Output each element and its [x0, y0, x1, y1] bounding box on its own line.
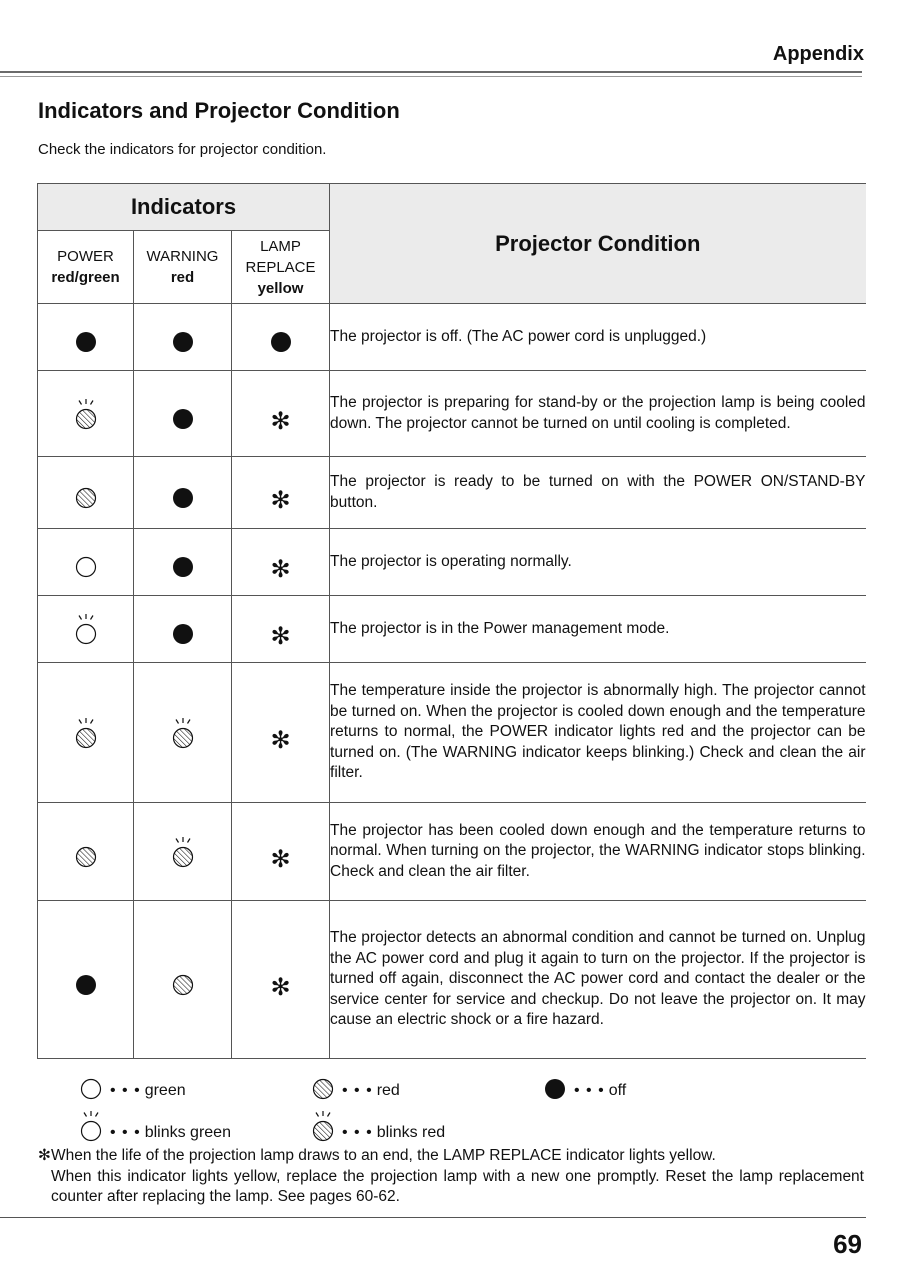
legend: [0, 1078, 902, 1142]
warning-indicator-cell: [134, 803, 232, 901]
footnote-line-1: ✻When the life of the projection lamp draws to an end, the LAMP REPLACE indicator lights yellow.: [38, 1147, 716, 1164]
lamp-replace-footnote: [38, 1146, 864, 1208]
footer-rule: [0, 1217, 866, 1218]
power-indicator-cell: [38, 663, 134, 803]
table-row: [38, 304, 866, 371]
legend-dots: • • •: [110, 1124, 141, 1141]
blinks-red-indicator-icon: [75, 717, 97, 749]
green-indicator-icon: [80, 1078, 102, 1100]
red-indicator-icon: [312, 1078, 334, 1100]
power-indicator-cell: [38, 457, 134, 529]
condition-text: The projector is off. (The AC power cord is unplugged.): [330, 304, 866, 371]
condition-text: The projector is operating normally.: [330, 529, 866, 596]
warning-indicator-cell: [134, 304, 232, 371]
lamp-replace-symbol: ✻: [270, 973, 291, 1001]
legend-item-red: [312, 1078, 400, 1100]
condition-text: The projector has been cooled down enough and the temperature returns to normal. When turning on the projector, the WARNING indicator stops blinking. Check and clean the air filter.: [330, 803, 866, 901]
blinks-red-indicator-icon: [75, 398, 97, 430]
power-indicator-cell: [38, 901, 134, 1059]
red-indicator-icon: [75, 487, 97, 509]
condition-header: Projector Condition: [330, 184, 866, 304]
table-row: [38, 371, 866, 457]
condition-text: The projector is ready to be turned on with the POWER ON/STAND-BY button.: [330, 457, 866, 529]
lamp-replace-symbol: ✻: [270, 407, 291, 435]
red-indicator-icon: [75, 846, 97, 868]
legend-label: off: [608, 1082, 627, 1099]
legend-item-green: [80, 1078, 186, 1100]
off-indicator-icon: [75, 974, 97, 996]
footnote-line-2: When this indicator lights yellow, replace the projection lamp with a new one promptly. Reset the lamp replacement counter after replacing the lamp. See pages 60-62.: [51, 1167, 864, 1205]
lamp-replace-symbol: ✻: [270, 556, 291, 583]
legend-dots: • • •: [342, 1124, 373, 1141]
lamp-indicator-cell: [232, 663, 330, 803]
column-lamp-color: yellow: [257, 279, 304, 297]
page-title: Indicators and Projector Condition: [38, 98, 400, 123]
legend-symbol: [544, 1078, 566, 1100]
warning-indicator-cell: [134, 663, 232, 803]
off-indicator-icon: [172, 556, 194, 578]
condition-text: The projector detects an abnormal condition and cannot be turned on. Unplug the AC power cord and plug it again to turn on the projector. If the projector is turned off again, disconnect the AC power cord and contact the dealer or the service center for service and checkup. Do not leave the projector on. It may cause an electric shock or a fire hazard.: [330, 901, 866, 1059]
off-indicator-icon: [270, 331, 292, 353]
condition-text: The projector is in the Power management mode.: [330, 596, 866, 663]
table-row: [38, 901, 866, 1059]
off-indicator-icon: [172, 331, 194, 353]
column-warning-name: WARNING: [146, 248, 219, 265]
intro-text: Check the indicators for projector condition.: [38, 141, 327, 158]
legend-item-off: [544, 1078, 626, 1100]
legend-label: blinks red: [376, 1124, 446, 1141]
lamp-indicator-cell: [232, 803, 330, 901]
indicator-table: [37, 183, 866, 1059]
power-indicator-cell: [38, 304, 134, 371]
column-power: [38, 231, 134, 304]
warning-indicator-cell: [134, 371, 232, 457]
column-power-name: POWER: [57, 248, 114, 265]
off-indicator-icon: [172, 487, 194, 509]
off-indicator-icon: [544, 1078, 566, 1100]
blinks-green-indicator-icon: [80, 1110, 102, 1142]
legend-symbol: [80, 1110, 102, 1142]
table-row: [38, 457, 866, 529]
legend-symbol: [80, 1078, 102, 1100]
blinks-red-indicator-icon: [312, 1110, 334, 1142]
legend-dots: • • •: [574, 1082, 605, 1099]
blinks-red-indicator-icon: [172, 836, 194, 868]
lamp-indicator-cell: [232, 371, 330, 457]
power-indicator-cell: [38, 803, 134, 901]
legend-label: green: [144, 1082, 186, 1099]
section-label: Appendix: [772, 43, 864, 65]
indicators-header: Indicators: [38, 184, 330, 231]
header-rule-thin: [0, 76, 862, 77]
off-indicator-icon: [172, 623, 194, 645]
legend-symbol: [312, 1078, 334, 1100]
column-lamp-name: LAMP REPLACE: [245, 237, 316, 276]
legend-label: red: [376, 1082, 400, 1099]
warning-indicator-cell: [134, 529, 232, 596]
red-indicator-icon: [172, 974, 194, 996]
power-indicator-cell: [38, 596, 134, 663]
lamp-indicator-cell: [232, 596, 330, 663]
table-row: [38, 596, 866, 663]
power-indicator-cell: [38, 371, 134, 457]
legend-item-blinks-green: [80, 1110, 231, 1142]
lamp-replace-symbol: ✻: [270, 845, 291, 873]
power-indicator-cell: [38, 529, 134, 596]
table-row: [38, 803, 866, 901]
off-indicator-icon: [75, 331, 97, 353]
table-row: [38, 663, 866, 803]
column-warning: [134, 231, 232, 304]
legend-dots: • • •: [342, 1082, 373, 1099]
column-warning-color: red: [170, 269, 195, 286]
blinks-red-indicator-icon: [172, 717, 194, 749]
warning-indicator-cell: [134, 596, 232, 663]
lamp-indicator-cell: [232, 529, 330, 596]
blinks-green-indicator-icon: [75, 613, 97, 645]
table-row: [38, 529, 866, 596]
column-lamp: [232, 231, 330, 304]
header-rule-thick: [0, 71, 862, 73]
condition-text: The temperature inside the projector is abnormally high. The projector cannot be turned on. When the projector is cooled down enough and the temperature returns to normal, the POWER indicator lights red and the projector can be turned on. (The WARNING indicator keeps blinking.) Check and clean the air filter.: [330, 663, 866, 803]
legend-label: blinks green: [144, 1124, 231, 1141]
lamp-indicator-cell: [232, 304, 330, 371]
lamp-replace-symbol: ✻: [270, 486, 291, 514]
page-number: 69: [833, 1229, 862, 1259]
lamp-indicator-cell: [232, 457, 330, 529]
off-indicator-icon: [172, 408, 194, 430]
legend-dots: • • •: [110, 1082, 141, 1099]
legend-symbol: [312, 1110, 334, 1142]
lamp-indicator-cell: [232, 901, 330, 1059]
column-power-color: red/green: [51, 269, 120, 286]
warning-indicator-cell: [134, 457, 232, 529]
condition-text: The projector is preparing for stand-by or the projection lamp is being cooled down. The projector cannot be turned on until cooling is completed.: [330, 371, 866, 457]
warning-indicator-cell: [134, 901, 232, 1059]
legend-item-blinks-red: [312, 1110, 445, 1142]
green-indicator-icon: [75, 556, 97, 578]
lamp-replace-symbol: ✻: [270, 726, 291, 754]
lamp-replace-symbol: ✻: [270, 623, 291, 650]
